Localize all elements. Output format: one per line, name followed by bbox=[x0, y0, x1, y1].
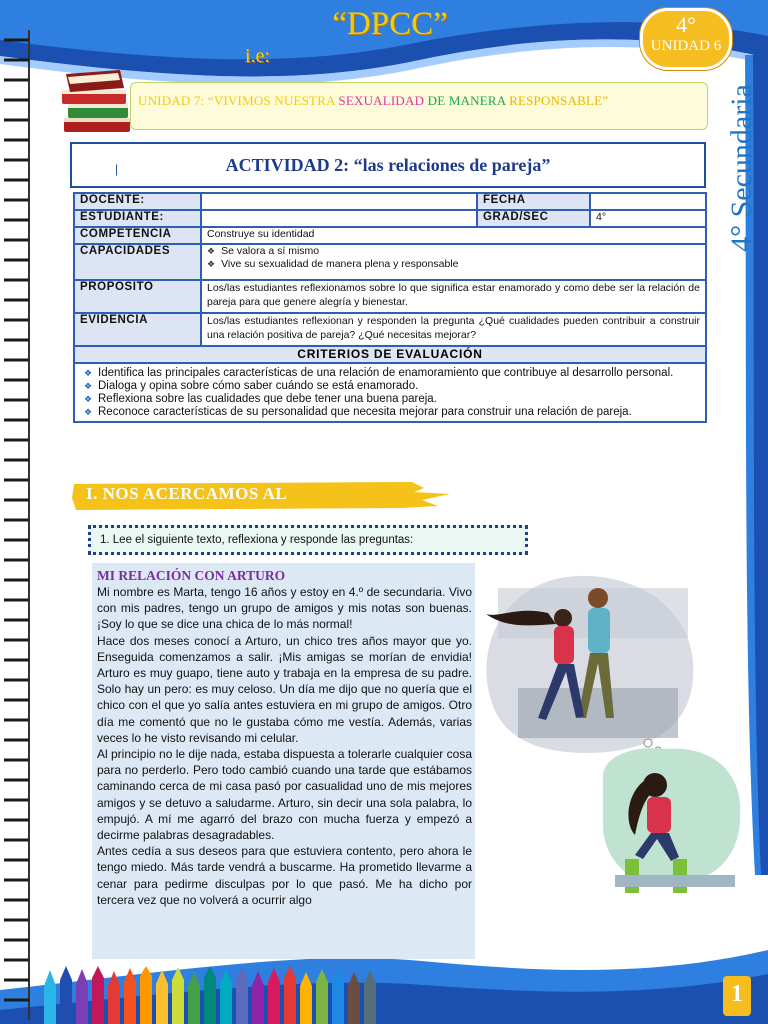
story-box bbox=[92, 563, 475, 959]
grade-badge bbox=[640, 8, 732, 70]
capacidad-item: ❖ Se valora a sí mismo bbox=[207, 245, 700, 258]
competencia-label: COMPETENCIA bbox=[74, 227, 201, 244]
docente-label: DOCENTE: bbox=[74, 193, 201, 210]
proposito-label: PROPÓSITO bbox=[74, 280, 201, 313]
criterios-list bbox=[74, 363, 706, 422]
section-title: I. NOS ACERCAMOS AL bbox=[86, 484, 288, 503]
vertical-grade-label: 4° Secundaria bbox=[725, 84, 758, 252]
books-icon bbox=[58, 68, 138, 140]
evidencia-value: Los/las estudiantes reflexionan y responden la pregunta ¿Qué cualidades pueden contribuir a construir una relación positiva de pareja? ¿Qué necesitas mejorar? bbox=[201, 313, 706, 346]
story-paragraph: Al principio no le dije nada, estaba dispuesta a tolerarle cualquier cosa para no perderlo. Pero todo cambió cuando una tarde que estábamos caminando cerca de mi casa pasó por casualidad uno de mis mejores amigos y se detuvo a saludarme. Arturo, sin decir una sola palabra, lo empujó. A mí me agarró del brazo con mucha fuerza y empezó a decirme palabras desagradables. bbox=[97, 747, 472, 843]
activity-marker: | bbox=[115, 162, 119, 176]
fecha-value bbox=[590, 193, 706, 210]
activity-box bbox=[70, 142, 706, 188]
story-paragraph: Antes cedía a sus deseos para que estuviera contento, pero ahora le tengo miedo. Más tarde vendrá a buscarme. Ha prometido llevarme a cenar para pedirme disculpas por lo que pasó. Me ha dicho por tercera vez que no volverá a ocurrir algo bbox=[97, 844, 472, 907]
couple-illustration bbox=[478, 568, 700, 758]
gradsec-value: 4° bbox=[590, 210, 706, 227]
grade-value: 4° bbox=[676, 12, 696, 37]
story-title: MI RELACIÓN CON ARTURO bbox=[97, 568, 286, 583]
activity-info-table bbox=[73, 192, 707, 423]
gradsec-label: GRAD/SEC bbox=[477, 210, 590, 227]
activity-title: ACTIVIDAD 2: “las relaciones de pareja” bbox=[225, 155, 551, 175]
story-paragraph: Hace dos meses conocí a Arturo, un chico tres años mayor que yo. Enseguida comenzamos a salir. ¡Mis amigas se morían de envidia! Arturo es muy guapo, tiene auto y trabaja en la empresa de su padre. Solo hay un pero: es muy celoso. Un día me dijo que no quería que el chico con el que yo salía antes estuviera en mi grupo de amigos. Otro día me comentó que no le gustaba cómo me vestía. Además, varias veces lo he visto revisando mi celular. bbox=[97, 633, 472, 745]
fecha-label: FECHA bbox=[477, 193, 590, 210]
colored-pencils-decoration bbox=[40, 966, 400, 1024]
instruction-box bbox=[88, 525, 528, 555]
sad-girl-illustration bbox=[595, 735, 745, 915]
unit-title-responsable: RESPONSABLE” bbox=[509, 93, 609, 108]
criterio-item: ❖ Reflexiona sobre las cualidades que debe tener una buena pareja. bbox=[98, 393, 700, 406]
docente-value bbox=[201, 193, 477, 210]
criterio-item: ❖ Identifica las principales características de una relación de enamoramiento que contribuye al desarrollo personal. bbox=[98, 367, 700, 380]
unit-title-de-manera: DE MANERA bbox=[424, 93, 510, 108]
unit-label: UNIDAD 6 bbox=[650, 38, 722, 54]
criterio-item: ❖ Reconoce características de su personalidad que necesita mejorar para construir una relación de pareja. bbox=[98, 406, 700, 419]
capacidades-label: CAPACIDADES bbox=[74, 244, 201, 280]
competencia-value: Construye su identidad bbox=[201, 227, 706, 244]
capacidad-item: ❖ Vive su sexualidad de manera plena y responsable bbox=[207, 258, 700, 271]
unit-title-prefix: UNIDAD 7: “VIVIMOS NUESTRA bbox=[138, 93, 339, 108]
evidencia-label: EVIDENCIA bbox=[74, 313, 201, 346]
unit-title bbox=[138, 93, 608, 109]
instruction-text: 1. Lee el siguiente texto, reflexiona y responde las preguntas: bbox=[100, 534, 414, 546]
story-paragraph: Mi nombre es Marta, tengo 16 años y estoy en 4.º de secundaria. Vivo con mis padres, tengo un grupo de amigos y mis notas son buenas. ¡Soy lo que se dice una chica de lo más normal! bbox=[97, 585, 472, 632]
criterio-item: ❖ Dialoga y opina sobre cómo saber cuándo se está enamorado. bbox=[98, 380, 700, 393]
page-title: “DPCC” bbox=[332, 6, 448, 42]
page-number: 1 bbox=[723, 976, 751, 1016]
estudiante-value bbox=[201, 210, 477, 227]
unit-title-sexualidad: SEXUALIDAD bbox=[338, 93, 425, 108]
criterios-header: CRITERIOS DE EVALUACIÓN bbox=[74, 346, 706, 363]
story-body bbox=[97, 584, 472, 908]
estudiante-label: ESTUDIANTE: bbox=[74, 210, 201, 227]
capacidades-value bbox=[201, 244, 706, 280]
spiral-binding-decoration bbox=[0, 30, 34, 1020]
proposito-value: Los/las estudiantes reflexionamos sobre lo que significa estar enamorado y como debe ser la relación de pareja para que genere alegría y bienestar. bbox=[201, 280, 706, 313]
school-label: i.e: bbox=[245, 45, 270, 67]
